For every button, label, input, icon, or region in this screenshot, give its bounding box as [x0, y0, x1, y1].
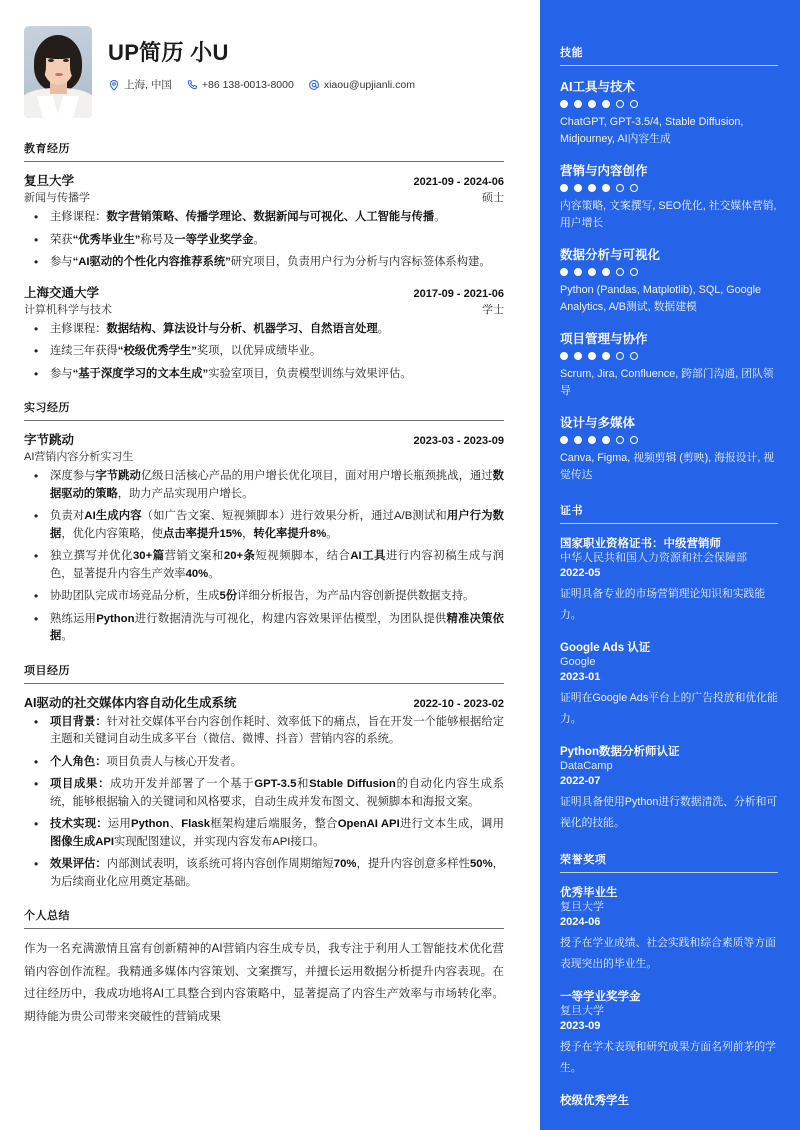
award-item	[560, 1092, 778, 1108]
bullet-item: • 项目背景：针对社交媒体平台内容创作耗时、效率低下的痛点，旨在开发一个能够根据给定主题和关键词自动生成多平台（微信、微博、抖音）营销内容的系统。	[24, 714, 504, 749]
skill-rating-dot	[630, 352, 638, 360]
skill-rating-dot	[616, 100, 624, 108]
education-degree: 硕士	[482, 192, 504, 204]
section-education	[24, 140, 504, 383]
award-desc: 授予在学业成绩、社会实践和综合素质等方面表现突出的毕业生。	[560, 937, 776, 970]
skill-rating-dot	[588, 184, 596, 192]
education-entry-list	[24, 171, 504, 383]
award-org: 复旦大学	[560, 901, 604, 914]
bullet-item: • 参与“基于深度学习的文本生成”实验室项目，负责模型训练与效果评估。	[24, 366, 504, 384]
education-entry	[24, 283, 504, 384]
summary-text: 作为一名充满激情且富有创新精神的AI营销内容生成专员，我专注于利用人工智能技术优化营销内容创作流程。我精通多媒体内容策划、文案撰写，并擅长运用数据分析提升内容表现。在过往经历中，我成功地将AI工具整合到内容策略中，显著提高了内容生产效率与市场转化率。期待能为贵公司带来突破性的营销成果	[24, 942, 504, 1023]
sidebar-section-skills	[560, 44, 778, 484]
skill-rating-dot	[588, 100, 596, 108]
skill-items: 内容策略, 文案撰写, SEO优化, 社交媒体营销, 用户增长	[560, 200, 777, 230]
divider	[560, 523, 778, 524]
contact-email-text: xiaou@upjianli.com	[323, 78, 416, 91]
certificate-org: Google	[560, 656, 596, 669]
skill-rating-dots	[560, 268, 778, 276]
skill-name: AI工具与技术	[560, 80, 636, 94]
skill-name: 设计与多媒体	[560, 416, 636, 431]
skill-name: 营销与内容创作	[560, 164, 648, 179]
award-date: 2024-06	[560, 916, 601, 929]
section-title-project: 项目经历	[24, 664, 70, 677]
skill-rating-dot	[630, 100, 638, 108]
certificate-item	[560, 535, 778, 625]
skill-rating-dot	[630, 436, 638, 444]
skill-rating-dot	[574, 100, 582, 108]
section-project	[24, 662, 504, 892]
certificate-list	[560, 535, 778, 833]
skill-rating-dots	[560, 352, 778, 360]
internship-entry-list	[24, 430, 504, 646]
resume-header	[24, 26, 504, 118]
bullet-list	[24, 209, 504, 272]
contact-location-text: 上海, 中国	[124, 79, 172, 91]
award-name: 优秀毕业生	[560, 887, 618, 900]
phone-icon	[186, 79, 198, 91]
contact-list	[108, 77, 425, 92]
skill-items: Python (Pandas, Matplotlib), SQL, Google Analytics, A/B测试, 数据建模	[560, 284, 762, 314]
skill-rating-dot	[574, 436, 582, 444]
certificate-name: Google Ads 认证	[560, 642, 651, 655]
section-internship	[24, 399, 504, 646]
certificate-desc: 证明具备使用Python进行数据清洗、分析和可视化的技能。	[560, 796, 778, 829]
skill-rating-dot	[588, 436, 596, 444]
bullet-list	[24, 468, 504, 646]
certificate-desc: 证明具备专业的市场营销理论知识和实践能力。	[560, 588, 766, 621]
certificate-org: 中华人民共和国人力资源和社会保障部	[560, 552, 747, 565]
bullet-item: • 主修课程：数据结构、算法设计与分析、机器学习、自然语言处理。	[24, 321, 504, 339]
bullet-item: • 独立撰写并优化30+篇营销文案和20+条短视频脚本，结合AI工具进行内容初稿生成与润色，显著提升内容生产效率40%。	[24, 548, 504, 583]
bullet-list	[24, 321, 504, 384]
award-list	[560, 884, 778, 1108]
divider	[560, 872, 778, 873]
education-degree: 学士	[482, 303, 504, 316]
certificate-name: Python数据分析师认证	[560, 746, 680, 759]
internship-company: 字节跳动	[24, 433, 75, 447]
certificate-name: 国家职业资格证书：中级营销师	[560, 538, 721, 551]
skill-rating-dot	[616, 352, 624, 360]
divider	[24, 161, 504, 162]
divider	[24, 420, 504, 421]
certificate-desc: 证明在Google Ads平台上的广告投放和优化能力。	[560, 692, 778, 725]
section-title-skills: 技能	[560, 47, 584, 59]
skill-rating-dot	[602, 436, 610, 444]
bullet-item: • 技术实现：运用Python、Flask框架构建后端服务，整合OpenAI API进行文本生成，调用图像生成API实现配图建议，并实现内容发布API接口。	[24, 816, 504, 851]
skill-rating-dots	[560, 100, 778, 108]
sidebar-section-awards	[560, 851, 778, 1108]
skill-rating-dot	[560, 436, 568, 444]
skill-rating-dots	[560, 436, 778, 444]
skill-rating-dot	[630, 184, 638, 192]
internship-date: 2023-03 - 2023-09	[413, 435, 504, 447]
section-title-education: 教育经历	[24, 143, 70, 155]
certificate-date: 2022-07	[560, 775, 601, 788]
project-name: AI驱动的社交媒体内容自动化生成系统	[24, 695, 237, 710]
bullet-item: • 协助团队完成市场竞品分析，生成5份详细分析报告，为产品内容创新提供数据支持。	[24, 588, 504, 606]
skill-rating-dot	[602, 100, 610, 108]
certificate-org: DataCamp	[560, 760, 613, 773]
award-name: 校级优秀学生	[560, 1095, 629, 1108]
bullet-item: • 负责对AI生成内容（如广告文案、短视频脚本）进行效果分析，通过A/B测试和用户行为数据，优化内容策略，使点击率提升15%，转化率提升8%。	[24, 508, 504, 543]
skill-rating-dot	[588, 352, 596, 360]
location-pin-icon	[108, 79, 120, 91]
skill-items: Canva, Figma, 视频剪辑 (剪映), 海报设计, 视觉传达	[560, 452, 775, 482]
project-date: 2022-10 - 2023-02	[413, 697, 504, 710]
award-item	[560, 884, 778, 974]
header-text-block	[108, 26, 425, 92]
contact-phone-text: +86 138-0013-8000	[201, 78, 294, 91]
section-summary	[24, 907, 504, 1028]
skill-block	[560, 329, 778, 400]
bullet-item: • 参与“AI驱动的个性化内容推荐系统”研究项目，负责用户行为分析与内容标签体系构建。	[24, 254, 504, 272]
certificate-date: 2022-05	[560, 567, 601, 580]
bullet-item: • 连续三年获得“校级优秀学生”奖项，以优异成绩毕业。	[24, 343, 504, 361]
skill-rating-dot	[602, 352, 610, 360]
skill-rating-dot	[560, 184, 568, 192]
certificate-date: 2023-01	[560, 671, 601, 684]
skill-rating-dot	[602, 268, 610, 276]
skill-rating-dot	[616, 184, 624, 192]
education-school: 复旦大学	[24, 174, 75, 188]
award-desc: 授予在学术表现和研究成果方面名列前茅的学生。	[560, 1041, 776, 1074]
skill-rating-dot	[560, 100, 568, 108]
education-date: 2017-09 - 2021-06	[413, 287, 504, 300]
award-org: 复旦大学	[560, 1005, 604, 1018]
award-date: 2023-09	[560, 1020, 601, 1033]
at-email-icon	[308, 79, 320, 91]
education-entry	[24, 171, 504, 272]
project-entry	[24, 693, 504, 892]
education-major: 计算机科学与技术	[24, 303, 112, 316]
skill-rating-dot	[560, 352, 568, 360]
section-title-summary: 个人总结	[24, 910, 70, 922]
divider	[24, 928, 504, 929]
certificate-item	[560, 639, 778, 729]
project-entry-list	[24, 693, 504, 892]
bullet-item: • 项目成果：成功开发并部署了一个基于GPT-3.5和Stable Diffusion的自动化内容生成系统，能够根据输入的关键词和风格要求，自动生成并发布图文、视频脚本和海报文案。	[24, 776, 504, 811]
bullet-item: • 荣获“优秀毕业生”称号及一等学业奖学金。	[24, 232, 504, 250]
education-date: 2021-09 - 2024-06	[413, 176, 504, 188]
contact-phone	[186, 79, 294, 91]
certificate-item	[560, 743, 778, 833]
sidebar-section-certificates	[560, 502, 778, 833]
contact-location	[108, 77, 172, 92]
section-title-awards: 荣誉奖项	[560, 854, 607, 867]
bullet-item: • 深度参与字节跳动亿级日活核心产品的用户增长优化项目，面对用户增长瓶颈挑战，通过数据驱动的策略，助力产品实现用户增长。	[24, 468, 504, 503]
bullet-item: • 主修课程：数字营销策略、传播学理论、数据新闻与可视化、人工智能与传播。	[24, 209, 504, 227]
education-major: 新闻与传播学	[24, 192, 90, 204]
contact-email	[308, 79, 415, 91]
skill-block	[560, 161, 778, 232]
profile-photo	[24, 26, 92, 118]
bullet-item: • 熟练运用Python进行数据清洗与可视化，构建内容效果评估模型，为团队提供精准决策依据。	[24, 611, 504, 646]
bullet-item: • 个人角色：项目负责人与核心开发者。	[24, 754, 504, 772]
divider	[560, 65, 778, 66]
internship-role: AI营销内容分析实习生	[24, 451, 134, 463]
skill-items: ChatGPT, GPT-3.5/4, Stable Diffusion, Midjourney, AI内容生成	[560, 116, 744, 146]
skill-rating-dot	[574, 184, 582, 192]
education-school: 上海交通大学	[24, 285, 100, 300]
award-name: 一等学业奖学金	[560, 991, 641, 1004]
section-title-certificates: 证书	[560, 505, 584, 518]
skill-name: 数据分析与可视化	[560, 248, 661, 263]
skill-rating-dot	[560, 268, 568, 276]
skill-items: Scrum, Jira, Confluence, 跨部门沟通, 团队领导	[560, 368, 774, 398]
bullet-list	[24, 714, 504, 892]
bullet-item: • 效果评估：内部测试表明，该系统可将内容创作周期缩短70%，提升内容创意多样性50%，为后续商业化应用奠定基础。	[24, 856, 504, 891]
skill-rating-dot	[574, 268, 582, 276]
award-item	[560, 988, 778, 1078]
skill-name: 项目管理与协作	[560, 332, 648, 347]
skill-rating-dot	[616, 436, 624, 444]
skill-rating-dot	[574, 352, 582, 360]
skill-block	[560, 77, 778, 148]
skill-rating-dots	[560, 184, 778, 192]
skill-list	[560, 77, 778, 484]
skill-rating-dot	[602, 184, 610, 192]
skill-block	[560, 413, 778, 484]
skill-rating-dot	[588, 268, 596, 276]
section-title-internship: 实习经历	[24, 402, 70, 414]
internship-entry	[24, 430, 504, 646]
skill-block	[560, 245, 778, 316]
skill-rating-dot	[616, 268, 624, 276]
page-title: UP简历 小U	[108, 40, 229, 65]
skill-rating-dot	[630, 268, 638, 276]
resume-sidebar	[540, 0, 800, 1130]
divider	[24, 683, 504, 684]
